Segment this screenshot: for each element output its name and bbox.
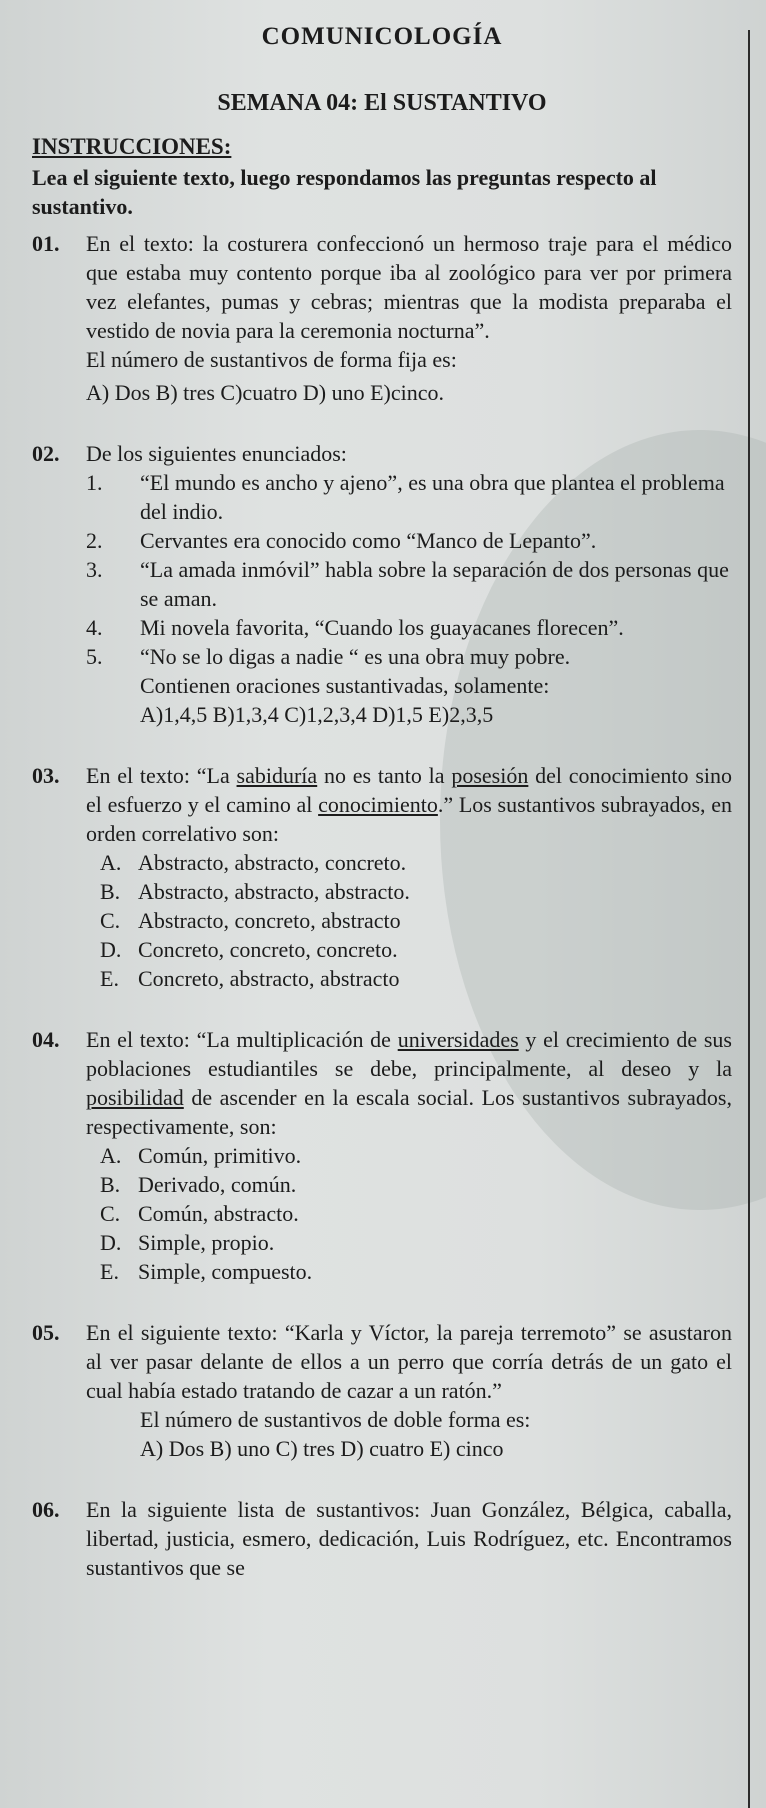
- item-text: Mi novela favorita, “Cuando los guayacanes florecen”.: [140, 615, 624, 640]
- choice: [86, 1257, 732, 1286]
- choice: [86, 1228, 732, 1257]
- instructions-text: Lea el siguiente texto, luego respondamos las preguntas respecto al sustantivo.: [32, 165, 657, 219]
- page-title: COMUNICOLOGÍA: [261, 23, 503, 50]
- question-3: [32, 761, 732, 993]
- question-intro: De los siguientes enunciados:: [86, 441, 347, 466]
- choice: [86, 1141, 732, 1170]
- choice: [86, 935, 732, 964]
- choice-text: Común, primitivo.: [138, 1143, 302, 1168]
- question-number: 05.: [32, 1320, 60, 1345]
- item-number: 4.: [86, 615, 103, 640]
- choice-text: Abstracto, abstracto, abstracto.: [138, 879, 410, 904]
- question-text: En la siguiente lista de sustantivos: Juan González, Bélgica, caballa, libertad, justicia, esmero, dedicación, Luis Rodríguez, etc. Encontramos sustantivos que se: [86, 1497, 732, 1580]
- question-5: [32, 1318, 732, 1463]
- question-number: 02.: [32, 441, 60, 466]
- list-item: [86, 468, 732, 526]
- question-1: [32, 229, 732, 407]
- choice: [86, 906, 732, 935]
- choice-letter: D.: [100, 1230, 122, 1255]
- underlined-noun: posesión: [451, 763, 529, 788]
- choice-text: Derivado, común.: [138, 1172, 297, 1197]
- choice-text: Simple, propio.: [138, 1230, 275, 1255]
- item-number: 2.: [86, 528, 103, 553]
- choice-text: Concreto, abstracto, abstracto: [138, 966, 400, 991]
- choice: [86, 1170, 732, 1199]
- choice: [86, 848, 732, 877]
- answer-options: A) Dos B) tres C)cuatro D) uno E)cinco.: [86, 380, 445, 405]
- choice-text: Común, abstracto.: [138, 1201, 299, 1226]
- item-text: Cervantes era conocido como “Manco de Lepanto”.: [140, 528, 597, 553]
- underlined-noun: universidades: [397, 1027, 519, 1052]
- choice-letter: E.: [100, 1259, 119, 1284]
- underlined-noun: sabiduría: [236, 763, 318, 788]
- answer-options: A) Dos B) uno C) tres D) cuatro E) cinco: [140, 1436, 504, 1461]
- choice: [86, 964, 732, 993]
- question-prompt: Contienen oraciones sustantivadas, solamente:: [140, 673, 550, 698]
- page-subtitle: SEMANA 04: El SUSTANTIVO: [217, 90, 547, 116]
- item-text: “No se lo digas a nadie “ es una obra muy pobre.: [140, 644, 571, 669]
- list-item: [86, 642, 732, 671]
- list-item: [86, 526, 732, 555]
- choice-letter: A.: [100, 850, 122, 875]
- underlined-noun: posibilidad: [86, 1085, 184, 1110]
- question-text: En el texto: la costurera confeccionó un hermoso traje para el médico que estaba muy contento porque iba al zoológico para ver por primera vez elefantes, pumas y cebras; mientras que la modista preparaba el vestido de novia para la ceremonia nocturna”.: [86, 231, 732, 343]
- choice-letter: B.: [100, 879, 121, 904]
- choice-letter: B.: [100, 1172, 121, 1197]
- choice-text: Simple, compuesto.: [138, 1259, 313, 1284]
- question-number: 04.: [32, 1027, 60, 1052]
- choice-letter: C.: [100, 908, 121, 933]
- question-number: 03.: [32, 763, 60, 788]
- list-item: [86, 555, 732, 613]
- underlined-noun: conocimiento: [318, 792, 438, 817]
- choice: [86, 877, 732, 906]
- item-number: 1.: [86, 470, 103, 495]
- item-text: “El mundo es ancho y ajeno”, es una obra que plantea el problema del indio.: [140, 470, 725, 524]
- item-text: “La amada inmóvil” habla sobre la separación de dos personas que se aman.: [140, 557, 729, 611]
- question-prompt: El número de sustantivos de doble forma es:: [140, 1407, 531, 1432]
- worksheet-content: [32, 22, 732, 1582]
- choice-letter: C.: [100, 1201, 121, 1226]
- answer-options: A)1,4,5 B)1,3,4 C)1,2,3,4 D)1,5 E)2,3,5: [140, 702, 494, 727]
- list-item: [86, 613, 732, 642]
- item-number: 5.: [86, 644, 103, 669]
- instructions-heading: INSTRUCCIONES:: [32, 134, 232, 159]
- question-text: En el siguiente texto: “Karla y Víctor, la pareja terremoto” se asustaron al ver pasar delante de ellos a un perro que corría detrás de un gato el cual había estado tratando de cazar a un ratón.”: [86, 1320, 732, 1403]
- choice-text: Concreto, concreto, concreto.: [138, 937, 398, 962]
- question-number: 06.: [32, 1497, 60, 1522]
- question-4: [32, 1025, 732, 1286]
- item-number: 3.: [86, 557, 103, 582]
- choice-letter: A.: [100, 1143, 122, 1168]
- question-number: 01.: [32, 231, 60, 256]
- choice-letter: E.: [100, 966, 119, 991]
- question-prompt: El número de sustantivos de forma fija es:: [86, 347, 457, 372]
- choice: [86, 1199, 732, 1228]
- margin-line: [748, 30, 750, 1808]
- question-text: En el texto: “La sabiduría no es tanto la posesión del conocimiento sino el esfuerzo y el camino al conocimiento.” Los sustantivos subrayados, en orden correlativo son:: [86, 763, 733, 846]
- question-2: [32, 439, 732, 468]
- question-text: En el texto: “La multiplicación de universidades y el crecimiento de sus poblaciones estudiantiles se debe, principalmente, al deseo y la posibilidad de ascender en la escala social. Los sustantivos subrayados, respectivamente, son:: [86, 1027, 732, 1139]
- choice-text: Abstracto, abstracto, concreto.: [138, 850, 407, 875]
- question-6: [32, 1495, 732, 1582]
- choice-text: Abstracto, concreto, abstracto: [138, 908, 401, 933]
- choice-letter: D.: [100, 937, 122, 962]
